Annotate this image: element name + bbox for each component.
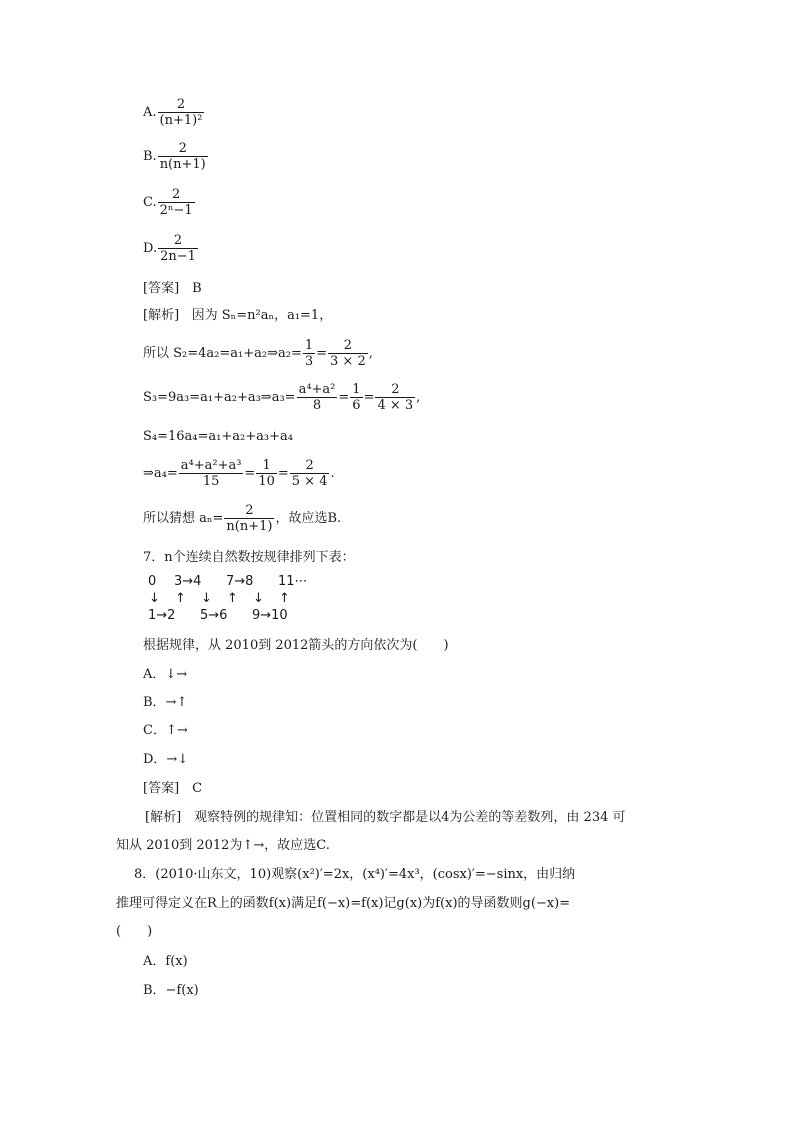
q8-option-a: A．f(x) xyxy=(143,954,188,969)
analysis-q6-line3: S₃=9a₃=a₁+a₂+a₃⇒a₃= $\frac{\text{a⁴+a²}}{8}$ = $\frac{1}{6}$ = $\frac{2}{4 \times 3}$ , xyxy=(143,382,421,413)
q8-option-b: B．−f(x) xyxy=(143,983,199,998)
q8-stem-line1: 8．(2010·山东文，10)观察(x²)′=2x，(x⁴)′=4x³，(cosx)′=−sinx，由归纳 xyxy=(134,867,576,882)
analysis-q6-line1 xyxy=(143,308,332,324)
fraction: $\frac{2}{n(n+1)}$ xyxy=(226,503,273,534)
answer-q7: [答案] C xyxy=(143,781,203,796)
grid-top-cell: 11⋯ xyxy=(278,574,308,589)
option-letter: A. xyxy=(143,105,157,120)
grid-top-cell: 3→4 xyxy=(174,574,202,589)
q8-stem-line2: 推理可得定义在R上的函数f(x)满足f(−x)=f(x)记g(x)为f(x)的导函数则g(−x)= xyxy=(116,896,571,911)
grid-bottom-cell: 1→2 xyxy=(148,608,176,623)
grid-bottom-cell: 5→6 xyxy=(200,608,228,623)
q7-option-b: B．→↑ xyxy=(143,695,188,710)
fraction: $\frac{2}{2n-1}$ xyxy=(160,233,196,264)
analysis-q6-line4: S₄=16a₄=a₁+a₂+a₃+a₄ xyxy=(143,429,293,444)
fraction: $\frac{2}{n(n+1)}$ xyxy=(159,141,206,172)
down-arrow-icon: ↓ xyxy=(149,591,160,606)
equation-text: ⇒a₄= xyxy=(143,466,178,481)
q7-question: 根据规律，从 2010到 2012箭头的方向依次为( ) xyxy=(143,638,449,653)
analysis-label: [解析] xyxy=(143,308,180,323)
analysis-q6-line6 xyxy=(143,503,341,534)
equation-text: S₃=9a₃=a₁+a₂+a₃⇒a₃= xyxy=(143,390,296,405)
option-d xyxy=(143,233,199,264)
option-c xyxy=(143,187,196,218)
down-arrow-icon: ↓ xyxy=(253,591,264,606)
fraction: $\frac{2}{3 \times 2}$ xyxy=(330,338,366,369)
analysis-q6-line5: ⇒a₄= $\frac{\text{a⁴+a²+a³}}{15}$ = $\frac{1}{10}$ = $\frac{2}{5 \times 4}$ . xyxy=(143,458,335,489)
fraction: $\frac{1}{6}$ xyxy=(352,382,361,413)
grid-bottom-cell: 9→10 xyxy=(252,608,288,623)
grid-top-cell: 7→8 xyxy=(226,574,254,589)
option-letter: B. xyxy=(143,149,157,164)
fraction: $\frac{\text{a⁴+a²+a³}}{15}$ xyxy=(180,458,242,489)
fraction: $\frac{\text{a⁴+a²}}{8}$ xyxy=(298,382,336,413)
q7-option-d: D．→↓ xyxy=(143,752,189,767)
equation-text: 所以 S₂=4a₂=a₁+a₂⇒a₂= xyxy=(143,346,302,361)
option-letter: C. xyxy=(143,195,157,210)
answer-q6: [答案] B xyxy=(143,281,202,296)
up-arrow-icon: ↑ xyxy=(279,591,290,606)
option-b xyxy=(143,141,209,172)
equation-text: 所以猜想 aₙ= xyxy=(143,511,224,526)
up-arrow-icon: ↑ xyxy=(227,591,238,606)
fraction: $\frac{1}{3}$ xyxy=(304,338,314,369)
fraction: $\frac{2}{5 \times 4}$ xyxy=(291,458,328,489)
analysis-q6-line2: 所以 S₂=4a₂=a₁+a₂⇒a₂= $\frac{1}{3}$ = $\frac{2}{3 \times 2}$ , xyxy=(143,338,373,369)
option-a xyxy=(143,97,205,128)
number-arrangement-table xyxy=(146,574,326,628)
fraction: $\frac{2}{4 \times 3}$ xyxy=(377,382,414,413)
equation-text: ，故应选B. xyxy=(275,511,342,526)
analysis-q7-line2: 知从 2010到 2012为↑→，故应选C. xyxy=(116,838,330,853)
option-letter: D. xyxy=(143,241,158,256)
q7-option-a: A．↓→ xyxy=(143,667,188,682)
fraction: $\frac{2}{\text{2ⁿ−1}}$ xyxy=(159,187,193,218)
grid-top-cell: 0 xyxy=(148,574,157,589)
analysis-q7-line1: [解析] 观察特例的规律知：位置相同的数字都是以4为公差的等差数列，由 234 可 xyxy=(145,810,626,825)
up-arrow-icon: ↑ xyxy=(175,591,186,606)
q7-stem: 7．n个连续自然数按规律排列下表： xyxy=(143,550,355,565)
fraction: $\frac{1}{10}$ xyxy=(258,458,275,489)
down-arrow-icon: ↓ xyxy=(201,591,212,606)
q8-stem-line3: ( ) xyxy=(116,924,153,939)
fraction: $\frac{2}{\text{(n+1)²}}$ xyxy=(159,97,203,128)
analysis-text: 因为 Sₙ=n²aₙ，a₁=1， xyxy=(191,308,333,323)
q7-option-c: C．↑→ xyxy=(143,723,188,738)
